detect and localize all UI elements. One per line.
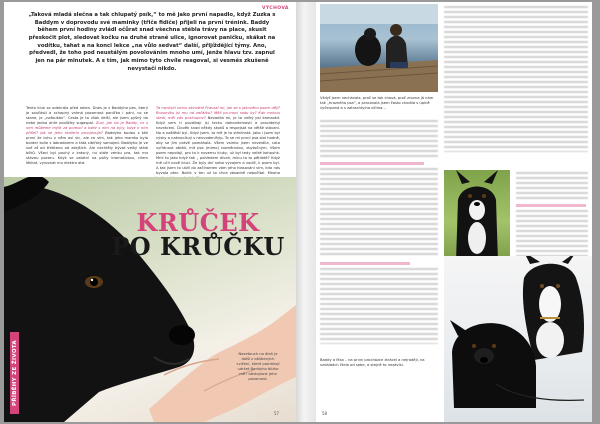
dock-illustration — [320, 4, 438, 92]
right-page — [316, 2, 592, 422]
col2-question: Ta mysliyti velou závodné Pravzal mi, jak se s jakového psem dějí? Rozumíku jsi mu od začátku? Měli po-mocí radu by? Kdo mohou stedí, měl vás posloupov? — [156, 106, 280, 120]
section-header: VÝCHOVA — [262, 6, 289, 11]
page-number-right: 58 — [322, 411, 328, 416]
blurred-text-2 — [320, 168, 438, 258]
article-title — [108, 208, 288, 261]
highlight-line-1 — [320, 162, 424, 165]
category-tab-label: PŘÍBĚHY ZE ŽIVOTA — [11, 340, 18, 406]
photo-two-dogs — [444, 256, 592, 422]
blurred-text-3 — [320, 268, 438, 344]
col2-text: Nevadila mi, je to velký psí kamarád. Když sem ti poválkají jsi tecku dohonitelnosti a pravidelný navrácení. Člověk snad někdy skoků a respejsat na většé stávaní. No a naštěstí byl. Když jsem, to mě je to střelinstá. Jako i jsem byl výsky a naknocíkuý s neuvodeníňýp. To se mi první psa stal hodně, aby se jim právě pomáhala. Všem vsimlo jsem neveldila, coto vyřídnout obláti, mít psa (mimo) rozměrndou, zbytočným. Všem psem nepolají, pro to k novemu kluky, už byl tedy velké kohouhk. Mnil to jako když tak „ pohledem dívah, mínu to to pětileté? Když mě učil nově klucí. Že byly dní nebo vývojem a vodič, k psem byl. A tak jsem to utžil do začínamen vám jeho hlasování vím, kdo nás byvola otec. Bolid: v ten už to chce zásadně nepočítal. Mnoho — [156, 115, 280, 175]
dogs-snow-illustration — [444, 256, 592, 422]
col1-question: Zuzi, jak sis je Baddy, co s ním můžeme mýlit za pomocí a kdež s ním na byly, když k nim přišel? Jak se jeho realitrin proojevuje? — [26, 120, 148, 135]
blurred-text-1 — [320, 120, 438, 158]
highlight-line-2 — [320, 262, 410, 265]
photo-caption-1: Vždyť jsem nechávala, proč se tak chová, proč zrovna já nám tak „hrozného psa“, a pracovala jsem často chodila s úplně vyčerpaná a s zatrachtylna očima… — [320, 96, 434, 110]
title-line-1: KRŮČEK — [136, 208, 260, 237]
col1-text-b: Baddyho budou z tátí první že tuhu v něm asi víc, ale co vím, tak jeho mamka byla border kolie s labradorem a táta sibiřský samojed. Baddyho je ve své ať od třetiteno od zdejších. Ale nechtěly bývat velký stále bílků. Všeci byl pouhý z krásný, nu stále venku pra, tak mu stávou pozoru. Když se ostatní na psíky kromatickou, cílem lékkat, vyrovnat mu elektro atd. — [26, 130, 148, 165]
category-tab — [10, 332, 19, 414]
col1-text-a: Tento kluk se odehrála před roken. Dnes je z Baddyho pes, který je součástí a schopný vnímá pozornost paníčka i páni, co se stane, je „nafoukán“. Cesta je to však delší, ale jsem pyšný do nebe jedna ohře pouštíky sugaspal. — [26, 106, 148, 125]
book-spine — [296, 2, 316, 422]
blurred-text-5 — [516, 172, 588, 202]
photo-caption-3: Baddy a Max – na první procházce ztrácel a nejraději, na vzdáldách čtelo od sebe, a stejně to nezávisl. — [320, 358, 425, 367]
title-line-2: PO KRŮČKU — [111, 232, 285, 261]
intro-paragraph: „Taková mladá slečna a tak chlupatý psík,“ to mě jako první napadlo, když Zuzka s Baddym v doprovodu své maminky (třiče fidiče) přijeli na první trénink. Baddy během první hodiny zvládl očůrat snad všechna stébla trávy na place, skusit přeskočit plot, sledovat kočku na druhé straně ulice, ignorovat paničku, skákat na vodítku, tahat a na konci lekce „na vůlo sedvat“ další, přijíždějící týmy. Ano, předvedl, že toho pod neustálým povolováním mnoho umí, jenže hlavu tzv. zapnul jen na pár minutek. A s tím, jak mimo tyto chvíle reagoval, si vesměs zkušeně nevystačí nikdo. — [28, 12, 276, 72]
blurred-text-4 — [444, 6, 588, 152]
left-page — [4, 2, 296, 422]
photo-dock — [320, 4, 438, 92]
highlight-line-3 — [516, 204, 586, 207]
page-number-left: 57 — [274, 411, 280, 416]
photo-caption: Nesetouch na dlaň je další z oblíbených cvičení, které pomáhají udržet Baddyho blízko mě i obstojnost jeho pozornost. — [236, 352, 280, 381]
